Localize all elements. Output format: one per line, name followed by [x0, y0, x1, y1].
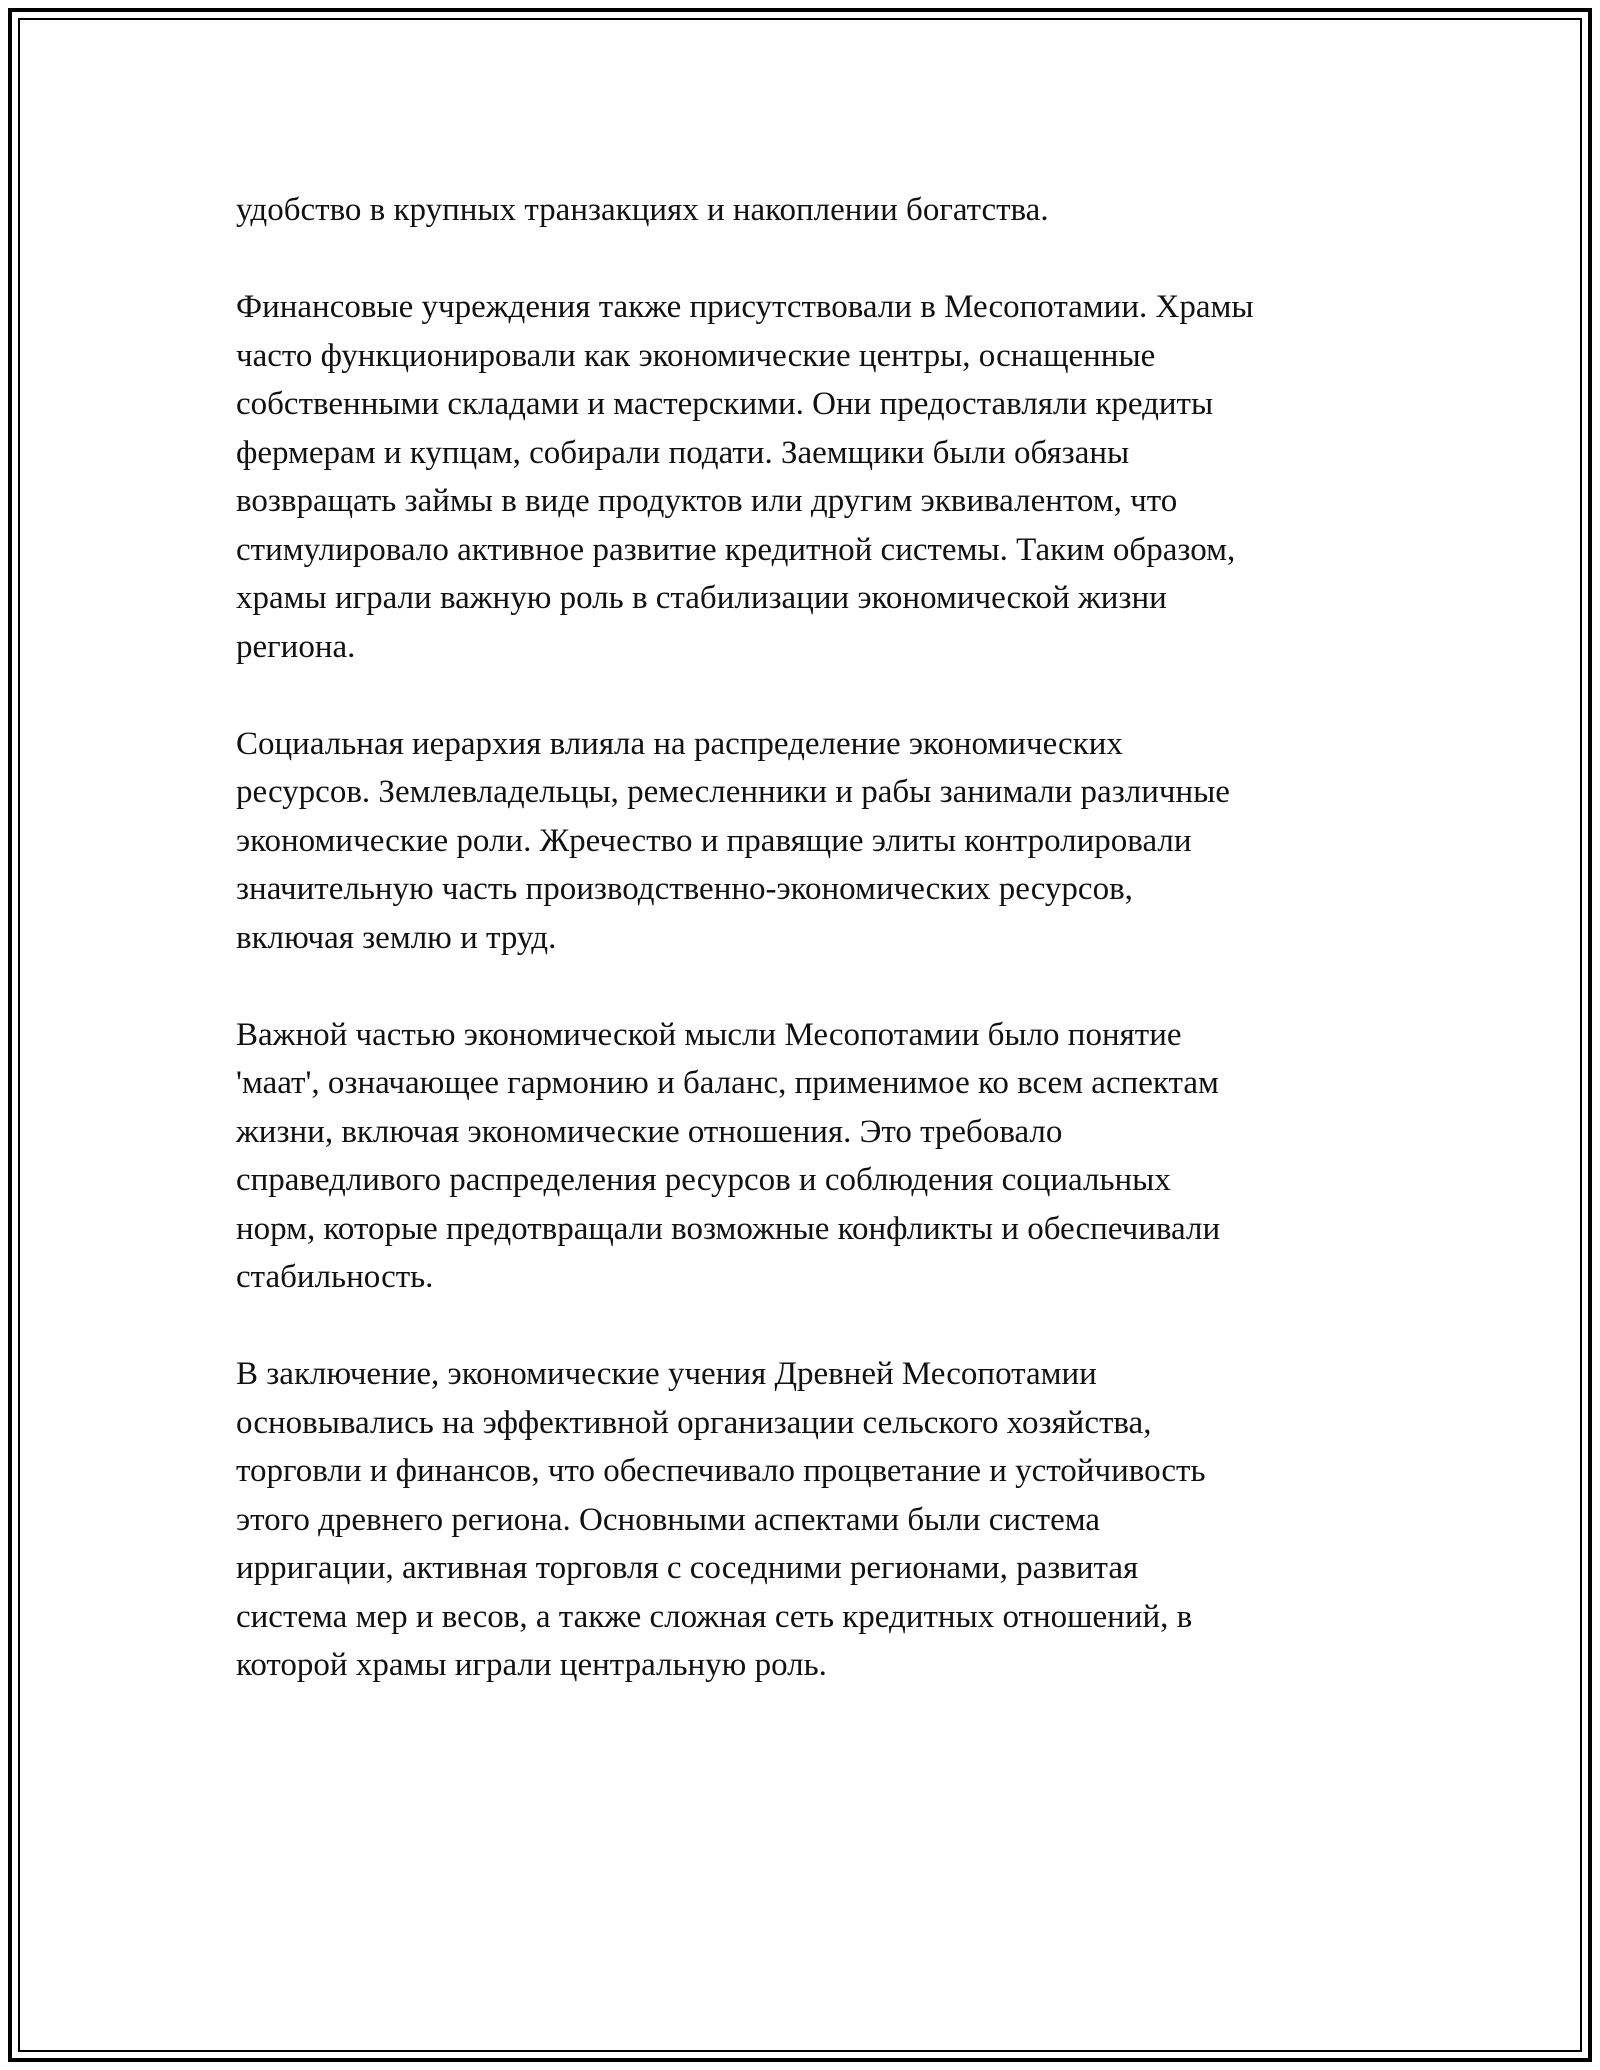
text-line: храмы играли важную роль в стабилизации экономической жизни [236, 580, 1167, 616]
text-line: жизни, включая экономические отношения. Это требовало [236, 1113, 1063, 1150]
text-line: возвращать займы в виде продуктов или другим эквивалентом, что [236, 483, 1178, 519]
text-line: Важной частью экономической мысли Месопотамии было понятие [236, 1016, 1182, 1053]
text-line: стимулировало активное развитие кредитной системы. Таким образом, [236, 531, 1236, 568]
paragraph-3 [236, 720, 1376, 963]
text-line: удобство в крупных транзакциях и накоплении богатства. [236, 192, 1049, 228]
text-line: ирригации, активная торговля с соседними регионами, развитая [236, 1550, 1139, 1586]
text-line: которой храмы играли центральную роль. [236, 1647, 827, 1683]
text-line: ресурсов. Землевладельцы, ремесленники и рабы занимали различные [236, 774, 1230, 810]
document-body [236, 186, 1376, 1738]
paragraph-5 [236, 1350, 1376, 1690]
text-line: часто функционировали как экономические центры, оснащенные [236, 337, 1156, 374]
text-line: собственными складами и мастерскими. Они предоставляли кредиты [236, 386, 1214, 422]
paragraph-1 [236, 186, 1376, 235]
text-line: В заключение, экономические учения Древней Месопотамии [236, 1356, 1097, 1392]
text-line: этого древнего региона. Основными аспектами были система [236, 1501, 1101, 1538]
text-line: стабильность. [236, 1259, 434, 1295]
text-line: Социальная иерархия влияла на распределение экономических [236, 725, 1123, 762]
text-line: Финансовые учреждения также присутствовали в Месопотамии. Храмы [236, 289, 1254, 325]
text-line: фермерам и купцам, собирали подати. Заемщики были обязаны [236, 434, 1130, 471]
text-line: 'маат', означающее гармонию и баланс, применимое ко всем аспектам [236, 1065, 1219, 1101]
text-line: норм, которые предотвращали возможные конфликты и обеспечивали [236, 1210, 1221, 1247]
paragraph-4 [236, 1011, 1376, 1302]
text-line: система мер и весов, а также сложная сеть кредитных отношений, в [236, 1598, 1193, 1635]
text-line: значительную часть производственно-экономических ресурсов, [236, 871, 1133, 907]
paragraph-2 [236, 283, 1376, 671]
text-line: экономические роли. Жречество и правящие элиты контролировали [236, 822, 1192, 859]
text-line: справедливого распределения ресурсов и соблюдения социальных [236, 1162, 1171, 1198]
text-line: включая землю и труд. [236, 919, 557, 956]
text-line: основывались на эффективной организации сельского хозяйства, [236, 1404, 1152, 1441]
text-line: региона. [236, 628, 356, 665]
text-line: торговли и финансов, что обеспечивало процветание и устойчивость [236, 1453, 1206, 1489]
